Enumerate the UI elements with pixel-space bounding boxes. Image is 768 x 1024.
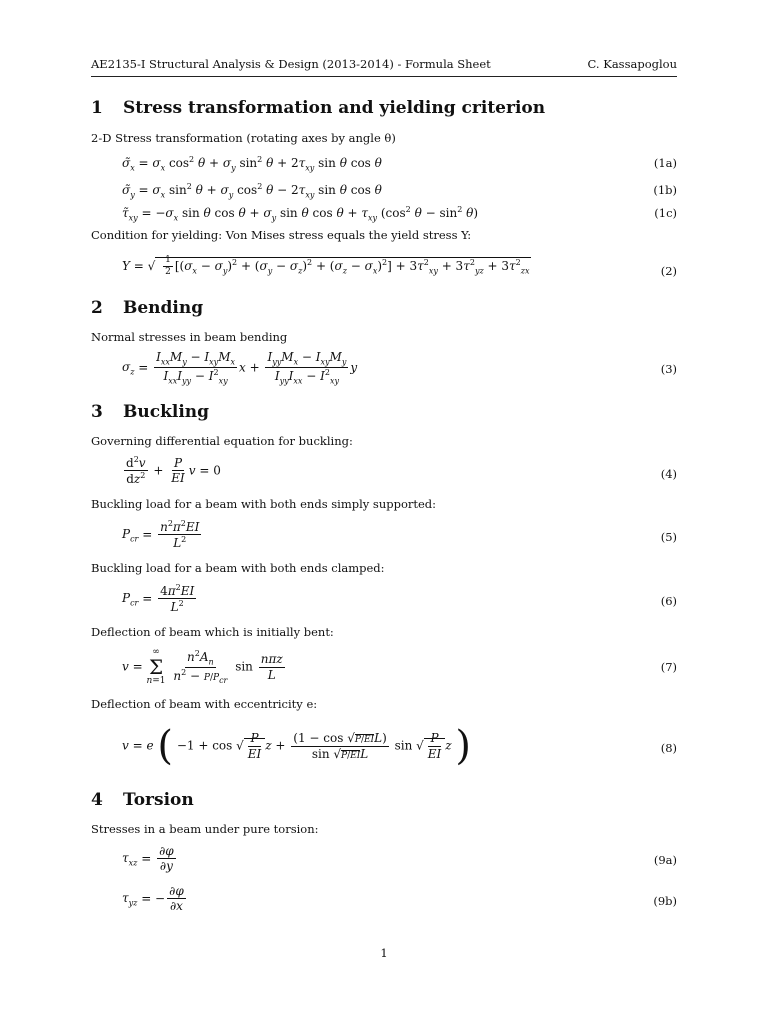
header-title: AE2135-I Structural Analysis & Design (2013-2014) - Formula Sheet <box>91 57 491 71</box>
section-heading-4: 4 Torsion <box>91 790 194 810</box>
equation-number-8: (8) <box>660 741 677 755</box>
equation-number-4: (4) <box>660 467 677 481</box>
equation-4: $\frac{d^2v}{dz^2}$ + $\frac{P}{EI}$ v = 0 <box>126 455 221 487</box>
equation-2: Y = √ $\frac{1}{2}$ $[(\sigma_x - \sigma_y)^2 + (\sigma_y - \sigma_z)^2 + (\sigma_z - \sigma_x)^2] + 3\tau^2_{xy} + 3\tau^2_{yz} + 3\tau^2_{zx}$ <box>122 255 530 277</box>
running-header <box>91 57 677 71</box>
paragraph-stress-transformation: 2-D Stress transformation (rotating axes by angle θ) <box>91 131 396 145</box>
equation-number-7: (7) <box>660 660 677 674</box>
section-heading-2: 2 Bending <box>91 298 204 318</box>
equation-number-9a: (9a) <box>653 853 677 867</box>
paragraph-buckling-de: Governing differential equation for buckling: <box>91 434 353 448</box>
paragraph-bending: Normal stresses in beam bending <box>91 330 288 344</box>
paragraph-eccentricity: Deflection of beam with eccentricity e: <box>91 697 318 711</box>
paragraph-torsion: Stresses in a beam under pure torsion: <box>91 822 319 836</box>
equation-number-1b: (1b) <box>653 183 677 197</box>
equation-number-3: (3) <box>660 362 677 376</box>
equation-1a: $\sigmã_x = \sigma_x$ $\cos^2 \theta + \sigma_y$ $\sin^2 \theta + 2\tau_{xy}$ sin θ cos θ <box>122 155 382 173</box>
header-author: C. Kassapoglou <box>587 57 677 71</box>
paragraph-simply-supported: Buckling load for a beam with both ends simply supported: <box>91 497 437 511</box>
equation-9b: $\tau_{yz}$ = − $\frac{\partial\varphi}{\partial x}$ <box>122 884 184 914</box>
paragraph-initially-bent: Deflection of beam which is initially bent: <box>91 625 334 639</box>
section-heading-1: 1 Stress transformation and yielding criterion <box>91 98 546 118</box>
equation-number-5: (5) <box>660 530 677 544</box>
equation-5: $P_{cr}$ = $\frac{n^2\pi^2EI}{L^2}$ <box>122 519 200 551</box>
paragraph-yielding: Condition for yielding: Von Mises stress equals the yield stress Y: <box>91 228 472 242</box>
header-rule <box>91 76 677 77</box>
equation-number-1a: (1a) <box>653 156 677 170</box>
equation-8: v = e ( −1 + cos √ $\frac{P}{EI}$ z + (1 − cos √P/EIL) sin √P/EIL sin √ $\frac{P}{EI}$ z ) <box>122 723 472 769</box>
equation-3: $\sigma_z$ = $I_{xx}M_y - I_{xy}M_x$ $I_{xx}I_{yy} - I^2_{xy}$ x + $I_{yy}M_x - I_{xy}M_y$ $I_{yy}I_{xx} - I^2_{xy}$ y <box>122 350 358 386</box>
equation-number-1c: (1c) <box>654 206 677 220</box>
equation-1b: $\sigmã_y = \sigma_x$ $\sin^2 \theta + \sigma_y$ $\cos^2 \theta - 2\tau_{xy}$ sin θ cos θ <box>122 182 382 200</box>
equation-1c: $\taũ_{xy} = -\sigma_x$ sin θ $\cos \theta + \sigma_y$ sin θ $\cos \theta + \tau_{xy}$ ($\cos^2$ $\theta - \sin^2 \theta$) <box>122 205 479 223</box>
section-heading-3: 3 Buckling <box>91 402 210 422</box>
page-number: 1 <box>380 946 388 960</box>
paragraph-clamped: Buckling load for a beam with both ends clamped: <box>91 561 385 575</box>
equation-number-6: (6) <box>660 594 677 608</box>
equation-9a: $\tau_{xz}$ = $\frac{\partial\varphi}{\partial y}$ <box>122 844 174 874</box>
equation-number-2: (2) <box>660 264 677 278</box>
equation-number-9b: (9b) <box>653 894 677 908</box>
equation-7: v = ∞ Σ n=1 $n^2A_n$ $n^2 - P/P_{cr}$ sin nπz L <box>122 647 283 686</box>
equation-6: $P_{cr}$ = $\frac{4\pi^2EI}{L^2}$ <box>122 583 195 615</box>
